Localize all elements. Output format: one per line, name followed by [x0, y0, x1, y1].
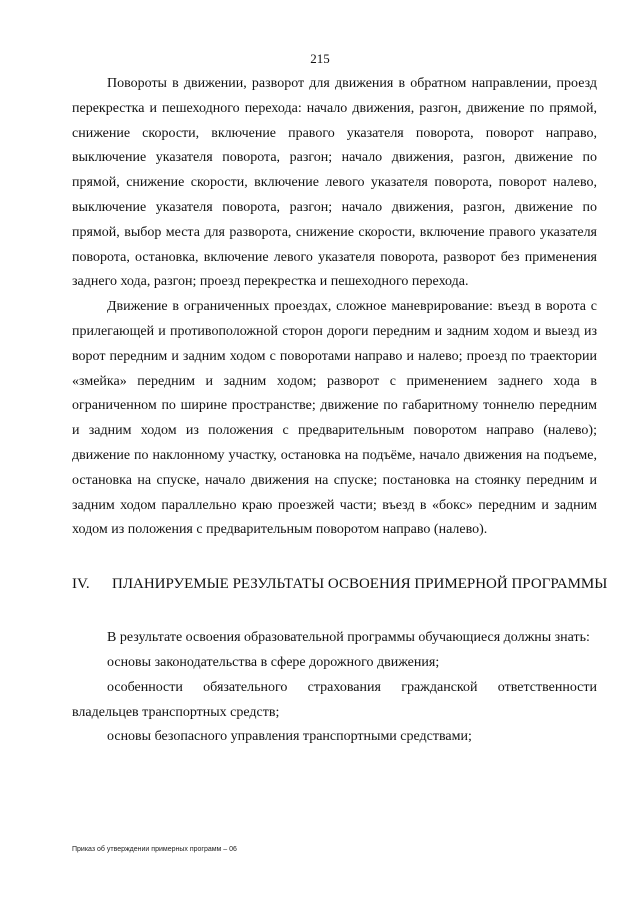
- list-item: основы законодательства в сфере дорожного движения;: [107, 654, 440, 670]
- page-number: 215: [310, 51, 330, 66]
- paragraph-maneuvering: Движение в ограниченных проездах, сложное маневрирование: въезд в ворота с прилегающей и противоположной сторон дороги передним и задним ходом и выезд из ворот передним и задним ходом с поворотами направо и налево; проезд по траектории «змейка» передним и задним ходом; разворот с применением заднего хода в ограниченном по ширине пространстве; движение по габаритному тоннелю передним и задним ходом из положения с предварительным поворотом направо (налево); движение по наклонному участку, остановка на подъёме, начало движения на подъеме, остановка на спуске, начало движения на спуске; постановка на стоянку передним и задним ходом параллельно краю проезжей части; въезд в «бокс» передним и задним ходом из положения с предварительным поворотом направо (налево).: [72, 299, 597, 538]
- section-number: IV.: [72, 576, 90, 593]
- paragraph-intro: В результате освоения образовательной программы обучающиеся должны знать:: [107, 630, 590, 646]
- page-footer: Приказ об утверждении примерных программ – 06: [72, 846, 237, 853]
- list-item: особенности обязательного страхования гражданской ответственности владельцев транспортных средств;: [72, 679, 597, 720]
- list-item: основы безопасного управления транспортными средствами;: [107, 729, 472, 745]
- page-content: [72, 72, 608, 750]
- section-title: ПЛАНИРУЕМЫЕ РЕЗУЛЬТАТЫ ОСВОЕНИЯ ПРИМЕРНОЙ ПРОГРАММЫ: [112, 576, 608, 593]
- paragraph-turns: Повороты в движении, разворот для движения в обратном направлении, проезд перекрестка и пешеходного перехода: начало движения, разгон, движение по прямой, снижение скорости, включение правого указателя поворота, поворот направо, выключение указателя поворота, разгон; начало движения, разгон, движение по прямой, снижение скорости, включение левого указателя поворота, поворот налево, выключение указателя поворота, разгон; начало движения, разгон, движение по прямой, выбор места для разворота, снижение скорости, включение правого указателя поворота, остановка, включение левого указателя поворота, разворот без применения заднего хода, разгон; проезд перекрестка и пешеходного перехода.: [72, 76, 597, 290]
- section-heading: [72, 572, 608, 596]
